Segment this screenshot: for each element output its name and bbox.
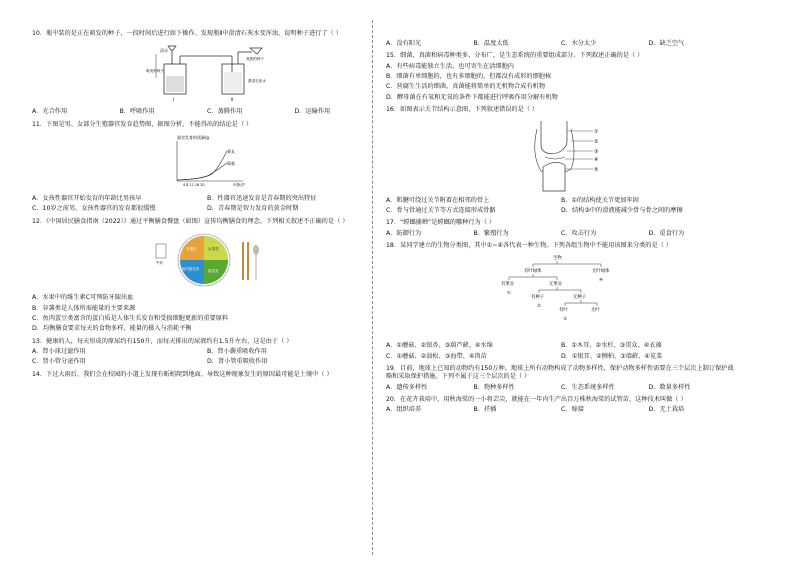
tree-node: ② [537, 304, 541, 310]
option-b[interactable]: B．呼吸作用 [119, 108, 155, 116]
chart-ylabel: 器官发育的质量/g [177, 135, 209, 141]
option-b[interactable]: B．肾小囊重吸收作用 [207, 347, 267, 355]
fig-label-boiled: 煮熟的种子 [246, 57, 264, 62]
option-c[interactable]: C．鱼肉蛋豆类富含的蛋白质是人体生长发育和受损细胞更新的重要原料 [32, 314, 229, 322]
question-stem: 10．瓶中装的是正在萌发的种子，一段时间后进行如下操作。发现瓶Ⅱ中澄清石灰水变浑浊，说明种子进行了（ ） [32, 30, 342, 37]
tree-node: 有叶 [559, 308, 568, 314]
ovary-curve [177, 163, 227, 180]
option-c[interactable]: C．攻击行为 [561, 229, 597, 237]
classification-tree [481, 254, 641, 338]
option-d[interactable]: D．①银耳、②侧柏、③墙藓、④苋菜 [561, 352, 663, 360]
option-a[interactable]: A．水果中的维生素C可预防牙龈出血 [32, 294, 134, 302]
upper-bone [541, 121, 567, 154]
option-d[interactable]: D．无土栽培 [648, 406, 685, 414]
options [386, 406, 736, 414]
option-b[interactable]: B．细菌有单细胞的，也有多细胞的，但都没有成形的细胞核 [386, 73, 552, 81]
joint-label-4: ④ [594, 156, 599, 163]
tree-node: 无果实 [549, 282, 563, 288]
option-a[interactable]: A．女孩性器官开始发育的年龄比男孩早 [32, 195, 142, 203]
plate-label-milk: 牛奶 [156, 261, 163, 266]
options [386, 342, 736, 361]
question-15 [386, 52, 736, 102]
question-stem: 11．下图是男、女部分生殖器官发育趋势图，据图分析，不能得出的结论是（ ） [32, 120, 253, 128]
question-16 [386, 106, 736, 215]
question-stem: 15．细菌、真菌和病毒种类多、分布广，是生态系统的重要组成部分。下列叙述正确的是（ ） [386, 52, 644, 60]
option-d[interactable]: D．酵母菌在有氧和无氧的条件下都能进行呼吸作用分解有机物 [386, 93, 558, 101]
growth-chart-svg [147, 133, 267, 191]
fig-label-bottle-1: Ⅰ [173, 97, 175, 103]
option-d[interactable]: D．缺乏空气 [648, 40, 685, 47]
organ-growth-chart [32, 133, 382, 191]
tree-node: 有叶绿体 [524, 269, 542, 275]
question-14 [32, 371, 382, 379]
right-column [386, 30, 736, 415]
option-c[interactable]: C．①蘑菇、②油松、③海带、④肉苗 [386, 352, 487, 360]
option-d[interactable]: D．结构③中的滑液能减少骨与骨之间的摩擦 [561, 206, 683, 214]
option-b[interactable]: B．性器官迅速发育是青春期的突出特征 [207, 195, 317, 203]
fig-label-limewater: 澄清石灰水 [248, 79, 266, 84]
joint-svg [501, 119, 621, 193]
plate-label-grain: 谷薯类 [186, 247, 197, 252]
question-stem: 13．健康的人，每天形成的原尿约有150升，而每天排出的尿液约有1.5升左右，这是由于（ ） [32, 337, 293, 345]
option-c[interactable]: C．生态系统多样性 [561, 383, 615, 391]
question-14-options [386, 40, 736, 48]
tree-node: 无种子 [573, 295, 587, 301]
joint-label-1: ① [594, 128, 599, 135]
left-column [32, 30, 382, 379]
option-c[interactable]: C．10岁之前男、女孩性器官的发育都很缓慢 [32, 205, 156, 213]
question-stem: 16．如图表示关节结构示意图，下列叙述错误的是（ ） [386, 106, 539, 114]
bottle-experiment-figure [32, 42, 382, 104]
bottle-diagram [132, 42, 282, 104]
option-d[interactable]: D．运输作用 [294, 108, 331, 116]
tree-node: 无叶绿体 [592, 269, 610, 275]
options [32, 348, 382, 367]
plate-label-protein: 鱼肉蛋豆类 [182, 267, 199, 272]
option-d[interactable]: D．均衡膳食要求每天的食物多样，能量的摄入与消耗平衡 [32, 325, 192, 333]
tree-node: ① [507, 291, 511, 297]
question-10 [32, 30, 382, 117]
options [386, 197, 736, 216]
option-d[interactable]: D．数量多样性 [648, 383, 691, 391]
chopstick [242, 242, 244, 280]
classification-tree-figure [386, 254, 736, 338]
options [386, 384, 736, 392]
lower-bone [543, 162, 565, 191]
option-c[interactable]: C．营腐生生活的细菌、真菌能将简单的无机物合成有机物 [386, 83, 546, 91]
option-a[interactable]: A．没有阳光 [386, 40, 422, 47]
series-label-ovary: 卵巢 [227, 161, 235, 167]
options [32, 108, 382, 116]
fig-label-bottle-2: Ⅱ [231, 97, 233, 103]
tree-node: 有果实 [501, 282, 515, 288]
option-a[interactable]: A．①蘑菇、②银杏、③葫芦藓、④水绵 [386, 342, 493, 350]
question-stem: 12．《中国居民膳食指南（2022）》通过平衡膳食餐盘（如图）宣传均衡膳食的理念。下列相关叙述不正确的是（ ） [32, 217, 349, 225]
food-plate-figure [32, 230, 382, 290]
plate-label-fruit: 水果类 [208, 247, 219, 252]
question-20 [386, 396, 736, 415]
question-13 [32, 338, 382, 367]
question-19 [386, 365, 736, 392]
question-stem: 17．“螳螂捕蝉”是螳螂的哪种行为（ ） [386, 219, 496, 227]
option-c[interactable]: C．水分太少 [561, 40, 597, 47]
option-b[interactable]: B．物种多样性 [473, 383, 515, 391]
tree-node: ④ [599, 278, 603, 284]
joint-label-2: ② [594, 138, 599, 145]
tree-node: ③ [563, 317, 567, 323]
options [32, 195, 382, 214]
option-b[interactable]: B．①的结构使关节更加牢固 [561, 196, 639, 204]
option-a[interactable]: A．肌腱可绕过关节附着在相邻的骨上 [386, 196, 490, 204]
tree-node: 有种子 [531, 295, 545, 301]
chart-xlabel: 年龄/岁 [233, 183, 245, 188]
option-a[interactable]: A．遗传多样性 [386, 383, 428, 391]
tree-node: 无叶 [591, 308, 600, 314]
question-stem: 14．下过大雨后，我们会在校园的小道上发现有蚯蚓爬到地面，导致这种现象发生的原因最可能是土壤中（ ） [32, 370, 333, 378]
option-c[interactable]: C．肾小管分泌作用 [32, 358, 86, 366]
option-b[interactable]: B．温度太低 [473, 40, 509, 47]
option-b[interactable]: B．谷薯类是人体所需能量的主要来源 [32, 304, 136, 312]
question-12 [32, 218, 382, 334]
option-a[interactable]: A．防御行为 [386, 229, 422, 237]
fig-label-seeds: 萌发的种子 [146, 69, 164, 74]
plate-svg [142, 230, 272, 290]
option-a[interactable]: A．肾小球过滤作用 [32, 347, 86, 355]
question-stem: 20．在花卉栽培中，用秋海棠的一小将芸尖，就能在一年内生产出百万株秋海棠的试管苗，这种技术叫做（ ） [386, 396, 687, 404]
options [386, 230, 736, 238]
question-17 [386, 219, 736, 238]
question-18 [386, 242, 736, 361]
chopstick [247, 242, 249, 280]
option-a[interactable]: A．光合作用 [32, 108, 68, 116]
fig-label-water: 清水 [160, 48, 168, 54]
series-label-testis: 睾丸 [227, 149, 235, 155]
options [32, 294, 382, 333]
option-b[interactable]: B．繁殖行为 [473, 229, 509, 237]
option-b[interactable]: B．①木耳、②水杉、③贯众、④衣藻 [561, 342, 662, 350]
question-stem: 19．目前，地球上已知的动物约有150万种。地球上所有动物构成了动物多样性，保护动物多样性需要在三个层次上制订保护战略和采取保护措施。下列不属于这三个层次的是（ ） [386, 365, 734, 381]
option-a[interactable]: A．组织培养 [386, 406, 422, 414]
joint-figure [386, 119, 736, 193]
testis-curve [177, 151, 227, 180]
option-b[interactable]: B．扦插 [473, 406, 497, 414]
milk-cup [156, 244, 166, 258]
joint-label-3: ③ [594, 148, 599, 155]
chart-ticks: 4 8 12 16 20 [183, 183, 205, 188]
option-d[interactable]: D．肾小管重吸收作用 [207, 358, 268, 366]
option-c[interactable]: C．蒸腾作用 [207, 108, 243, 116]
option-c[interactable]: C．嫁接 [561, 406, 584, 414]
option-c[interactable]: C．骨与骨通过关节等方式连接形成骨骼 [386, 206, 496, 214]
joint-label-5: ⑤ [594, 166, 599, 173]
plate-label-veg: 蔬菜类 [208, 269, 219, 274]
option-a[interactable]: A．有些病毒能独立生活，也可寄生在活细胞内 [386, 62, 514, 70]
option-d[interactable]: D．觅食行为 [648, 229, 685, 237]
option-d[interactable]: D．青春期是智力发育的黄金时期 [207, 205, 299, 213]
tree-root: 生物 [553, 256, 562, 262]
question-11 [32, 121, 382, 214]
spoon [253, 245, 259, 255]
question-stem: 18．某同学建立的生物分类图，其中①~④各代表一种生物。下列各组生物中不能用该图来分类的是（ ） [386, 241, 672, 249]
